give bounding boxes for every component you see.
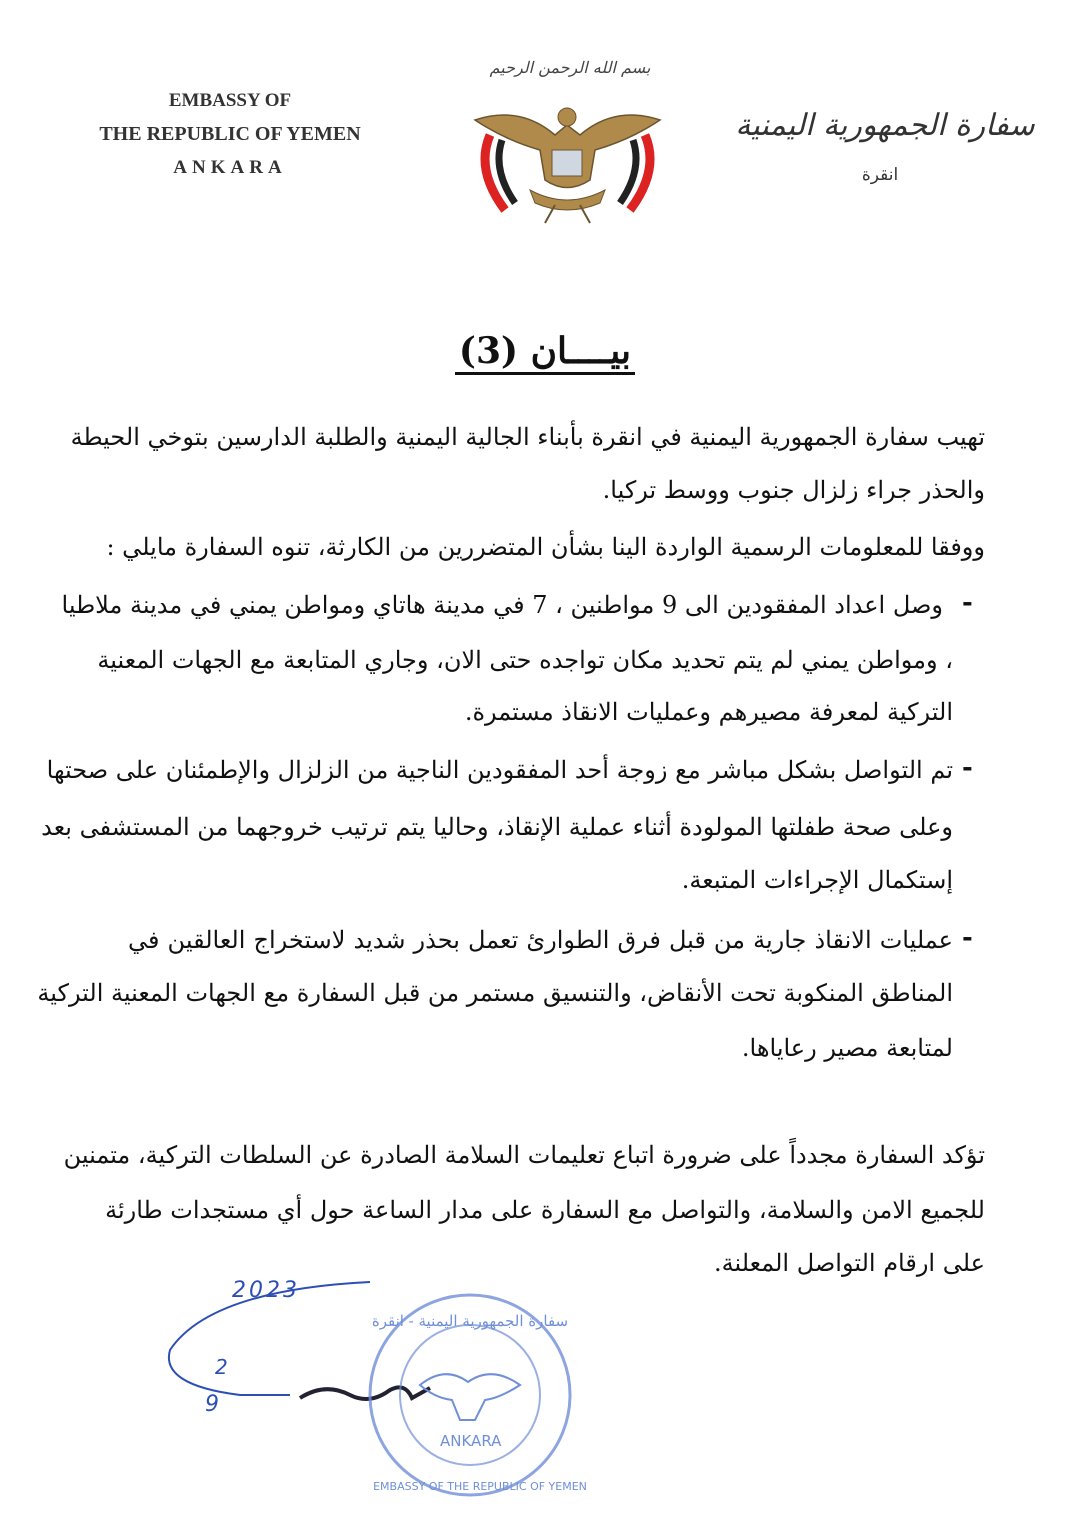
yemen-emblem-icon: [470, 95, 665, 225]
bullet-1-line: التركية لمعرفة مصيرهم وعمليات الانقاذ مستمرة.: [464, 698, 953, 726]
intro-line: ووفقا للمعلومات الرسمية الواردة الينا بشأن المتضررين من الكارثة، تنوه السفارة مايلي :: [106, 533, 985, 561]
closing-line: تؤكد السفارة مجدداً على ضرورة اتباع تعليمات السلامة الصادرة عن السلطات التركية، متمنين: [63, 1141, 985, 1169]
intro-line: والحذر جراء زلزال جنوب ووسط تركيا.: [602, 476, 985, 504]
handwritten-day: 9: [205, 1392, 219, 1417]
bullet-3-line: المناطق المنكوبة تحت الأنقاض، والتنسيق مستمر من قبل السفارة مع الجهات المعنية التركية: [37, 979, 953, 1007]
bullet-1-line: ، ومواطن يمني لم يتم تحديد مكان تواجده حتى الان، وجاري المتابعة مع الجهات المعنية: [97, 646, 953, 674]
bullet-dash: -: [962, 588, 973, 618]
statement-title-text: بيــــان (3): [455, 330, 635, 375]
handwritten-year: 2023: [232, 1278, 300, 1303]
bullet-3-line: لمتابعة مصير رعاياها.: [741, 1034, 953, 1062]
bullet-dash: -: [962, 923, 973, 953]
bullet-2-line: إستكمال الإجراءات المتبعة.: [681, 866, 953, 894]
bullet-2-line: تم التواصل بشكل مباشر مع زوجة أحد المفقودين الناجية من الزلزال والإطمئنان على صحتها: [46, 756, 953, 784]
bullet-1-line: وصل اعداد المفقودين الى 9 مواطنين ، 7 في مدينة هاتاي ومواطن يمني في مدينة ملاطيا: [61, 591, 943, 619]
basmala: بسم الله الرحمن الرحيم: [489, 58, 651, 77]
embassy-name-ar: سفارة الجمهورية اليمنية: [735, 108, 1035, 143]
bullet-dash: -: [962, 753, 973, 783]
bullet-2-line: وعلى صحة طفلتها المولودة أثناء عملية الإنقاذ، وحاليا يتم ترتيب خروجهما من المستشفى بعد: [41, 813, 953, 841]
handwritten-month: 2: [215, 1355, 228, 1379]
stamp-english: EMBASSY OF THE REPUBLIC OF YEMEN: [373, 1480, 587, 1493]
signature-and-stamp-icon: [150, 1270, 610, 1510]
embassy-city-en: ANKARA: [173, 157, 287, 178]
statement-title: [400, 330, 690, 372]
embassy-name-en-line2: THE REPUBLIC OF YEMEN: [99, 123, 361, 145]
stamp-arabic: سفارة الجمهورية اليمنية - انقرة: [371, 1312, 569, 1330]
closing-line: على ارقام التواصل المعلنة.: [713, 1249, 985, 1277]
intro-line: تهيب سفارة الجمهورية اليمنية في انقرة بأبناء الجالية اليمنية والطلبة الدارسين بتوخي الحيطة: [70, 423, 985, 451]
stamp-city: ANKARA: [440, 1432, 502, 1450]
bullet-3-line: عمليات الانقاذ جارية من قبل فرق الطوارئ تعمل بحذر شديد لاستخراج العالقين في: [128, 926, 953, 954]
closing-line: للجميع الامن والسلامة، والتواصل مع السفارة على مدار الساعة حول أي مستجدات طارئة: [105, 1196, 985, 1224]
embassy-city-ar: انقرة: [861, 165, 899, 185]
embassy-name-en-line1: EMBASSY OF: [168, 90, 292, 111]
